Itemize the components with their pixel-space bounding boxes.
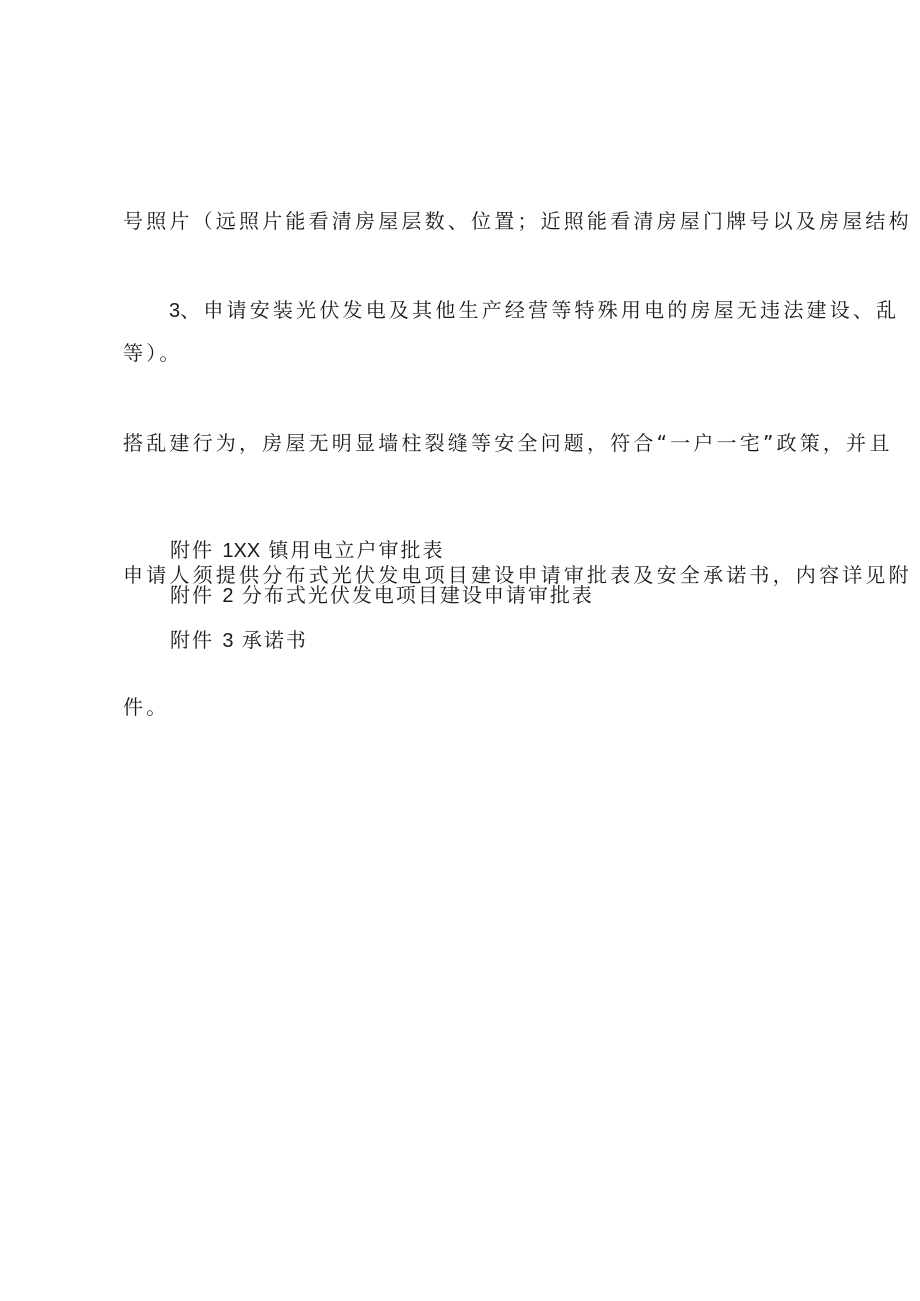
attachment-prefix: 附件 <box>170 538 214 562</box>
paragraph-line: 等）。 <box>123 341 183 365</box>
attachment-item-1 <box>170 528 594 573</box>
attachment-list <box>170 528 594 663</box>
attachment-item-3 <box>170 618 594 663</box>
attachment-number: 2 <box>222 585 234 607</box>
paragraph-first-line <box>123 288 900 333</box>
item-number: 3 <box>169 300 181 322</box>
paragraph-line: 搭乱建行为，房屋无明显墙柱裂缝等安全问题，符合“一户一宅”政策，并且 <box>123 431 893 455</box>
paragraph-line: 申请人须提供分布式光伏发电项目建设申请审批表及安全承诺书，内容详见附 <box>123 563 912 587</box>
paragraph-special-electricity <box>123 200 912 817</box>
attachment-title: 承诺书 <box>241 628 308 652</box>
attachment-number: 1XX <box>222 540 261 562</box>
attachment-number: 3 <box>222 630 234 652</box>
paragraph-line: 号照片（远照片能看清房屋层数、位置；近照能看清房屋门牌号以及房屋结构 <box>123 209 912 233</box>
attachment-title: 镇用电立户审批表 <box>268 538 445 562</box>
attachment-prefix: 附件 <box>170 628 214 652</box>
attachment-title: 分布式光伏发电项目建设申请审批表 <box>241 583 594 607</box>
paragraph-line: 件。 <box>123 695 170 719</box>
attachment-prefix: 附件 <box>170 583 214 607</box>
paragraph-line-text: 、申请安装光伏发电及其他生产经营等特殊用电的房屋无违法建设、乱 <box>180 298 900 322</box>
attachment-item-2 <box>170 573 594 618</box>
